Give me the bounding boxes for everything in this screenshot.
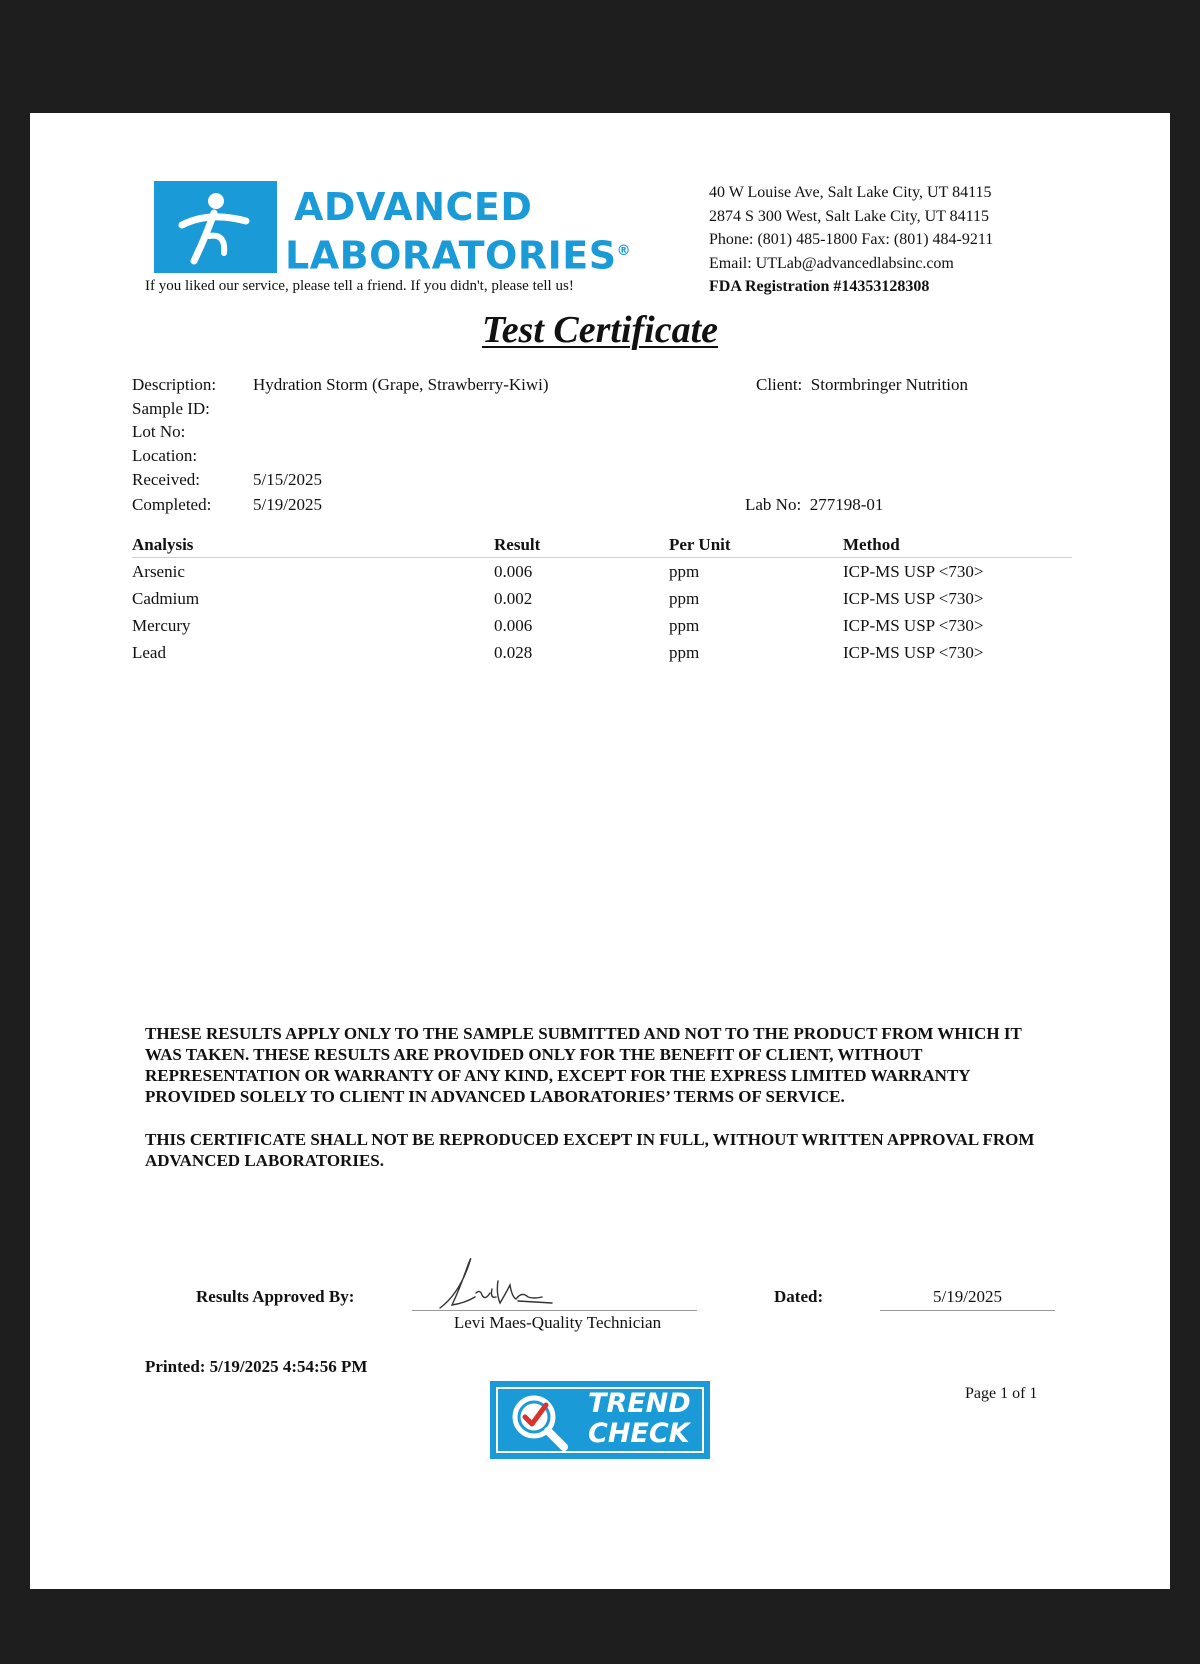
method-cell: ICP-MS USP <730> [843,588,984,608]
dated-line [880,1310,1055,1311]
unit-cell: ppm [669,561,700,581]
company-address-block [709,181,993,299]
lab-no-value: 277198-01 [809,495,884,514]
col-analysis: Analysis [132,533,494,558]
check-line: CHECK [588,1418,690,1449]
client-value: Stormbringer Nutrition [810,375,969,394]
signature-line [412,1310,697,1311]
location-label: Location: [132,446,198,465]
completed-row [132,495,322,515]
trend-check-logo [490,1381,710,1459]
received-row [132,470,322,490]
trend-line: TREND [588,1388,691,1419]
method-cell: ICP-MS USP <730> [843,615,984,635]
description-label: Description: [132,375,217,394]
results-table [132,533,1072,666]
location-row [132,446,253,466]
analysis-cell: Arsenic [132,561,185,581]
lot-no-label: Lot No: [132,422,186,441]
description-value: Hydration Storm (Grape, Strawberry-Kiwi) [253,375,549,394]
tagline: If you liked our service, please tell a friend. If you didn't, please tell us! [145,278,574,294]
lot-no-row [132,422,253,442]
disclaimer-paragraph-2: THIS CERTIFICATE SHALL NOT BE REPRODUCED EXCEPT IN FULL, WITHOUT WRITTEN APPROVAL FROM ADVANCED LABORATORIES. [145,1130,1035,1170]
result-cell: 0.006 [494,615,533,635]
unit-cell: ppm [669,642,700,662]
analysis-cell: Lead [132,642,166,662]
lab-no-info [745,495,883,515]
approved-by-label: Results Approved By: [196,1287,355,1306]
signature-icon [430,1253,560,1313]
address-line-1: 40 W Louise Ave, Salt Lake City, UT 84115 [709,184,992,201]
table-row [132,612,1072,639]
table-row [132,558,1072,586]
client-label: Client: [756,375,803,394]
sample-id-row [132,399,253,419]
table-header-row [132,533,1072,558]
unit-cell: ppm [669,588,700,608]
col-per-unit: Per Unit [669,533,843,558]
lab-no-label: Lab No: [745,495,802,514]
magnifier-check-icon [508,1391,570,1451]
client-info [756,375,968,395]
table-row [132,639,1072,666]
certificate-page [30,113,1170,1589]
method-cell: ICP-MS USP <730> [843,642,984,662]
analysis-cell: Cadmium [132,588,200,608]
description-row [132,375,549,395]
method-cell: ICP-MS USP <730> [843,561,984,581]
printed-timestamp: Printed: 5/19/2025 4:54:56 PM [145,1357,368,1376]
table-row [132,585,1072,612]
disclaimer [145,1023,1045,1193]
address-line-2: 2874 S 300 West, Salt Lake City, UT 84115 [709,207,990,225]
company-logo-icon [154,181,277,273]
received-label: Received: [132,470,200,489]
dated-label: Dated: [774,1287,824,1306]
received-value: 5/15/2025 [253,470,322,489]
email: Email: UTLab@advancedlabsinc.com [709,254,954,272]
analysis-cell: Mercury [132,615,191,635]
dated-value: 5/19/2025 [933,1287,1002,1306]
phone-fax: Phone: (801) 485-1800 Fax: (801) 484-9211 [709,231,994,248]
company-logo-text: ADVANCED LABORATORIES® [285,185,632,278]
result-cell: 0.006 [494,561,533,581]
completed-value: 5/19/2025 [253,495,322,514]
col-result: Result [494,533,669,558]
result-cell: 0.002 [494,588,533,608]
col-method: Method [843,533,1072,558]
trend-check-text [588,1389,691,1449]
completed-label: Completed: [132,495,212,514]
disclaimer-paragraph-1: THESE RESULTS APPLY ONLY TO THE SAMPLE SUBMITTED AND NOT TO THE PRODUCT FROM WHICH IT WAS TAKEN. THESE RESULTS ARE PROVIDED ONLY FOR THE BENEFIT OF CLIENT, WITHOUT REPRESENTATION OR WARRANTY OF ANY KIND, EXCEPT FOR THE EXPRESS LIMITED WARRANTY PROVIDED SOLELY TO CLIENT IN ADVANCED LABORATORIES’ TERMS OF SERVICE. [145,1024,1022,1106]
sample-id-label: Sample ID: [132,399,210,418]
fda-registration: FDA Registration #14353128308 [709,278,930,295]
page-title: Test Certificate [481,309,719,351]
unit-cell: ppm [669,615,700,635]
result-cell: 0.028 [494,642,533,662]
page-number: Page 1 of 1 [965,1385,1038,1402]
signer-name: Levi Maes-Quality Technician [453,1313,662,1332]
